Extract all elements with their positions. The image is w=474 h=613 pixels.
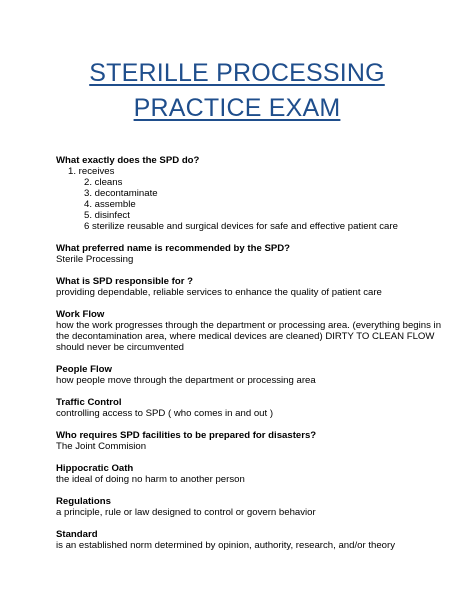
answer-text: providing dependable, reliable services to enhance the quality of patient care <box>56 287 382 298</box>
question-text: Regulations <box>56 496 111 507</box>
question-text: What is SPD responsible for ? <box>56 276 193 287</box>
question-text: Traffic Control <box>56 397 122 408</box>
document-title-line-1: STERILLE PROCESSING <box>89 59 385 87</box>
document-title-line-2: PRACTICE EXAM <box>133 94 341 122</box>
qa-section-preferred-name <box>56 243 456 265</box>
qa-section-responsibility <box>56 276 456 298</box>
question-text: What preferred name is recommended by the SPD? <box>56 243 291 254</box>
question-text: Work Flow <box>56 309 105 320</box>
answer-text: The Joint Commision <box>56 441 147 452</box>
list-item: 2. cleans <box>84 177 123 188</box>
qa-section-people-flow <box>56 364 456 386</box>
question-text: Hippocratic Oath <box>56 463 134 474</box>
list-item: 4. assemble <box>84 199 136 210</box>
document-content <box>56 155 456 562</box>
list-item: 3. decontaminate <box>84 188 158 199</box>
qa-section-regulations <box>56 496 456 518</box>
qa-section-spd-role <box>56 155 456 232</box>
answer-text: how the work progresses through the department or processing area. (everything begins in the decontamination area, where medical devices are cleaned) DIRTY TO CLEAN FLOW should never be circumvented <box>56 320 442 353</box>
question-text: People Flow <box>56 364 112 375</box>
answer-text: the ideal of doing no harm to another person <box>56 474 245 485</box>
question-text: What exactly does the SPD do? <box>56 155 200 166</box>
qa-section-traffic-control <box>56 397 456 419</box>
answer-text: is an established norm determined by opinion, authority, research, and/or theory <box>56 540 395 551</box>
answer-text: Sterile Processing <box>56 254 134 265</box>
qa-section-hippocratic-oath <box>56 463 456 485</box>
list-item: 6 sterilize reusable and surgical devices for safe and effective patient care <box>84 221 398 232</box>
qa-section-disasters <box>56 430 456 452</box>
question-text: Standard <box>56 529 98 540</box>
list-item: 5. disinfect <box>84 210 130 221</box>
qa-section-work-flow <box>56 309 456 353</box>
qa-section-standard <box>56 529 456 551</box>
answer-text: a principle, rule or law designed to control or govern behavior <box>56 507 316 518</box>
list-item: 1. receives <box>68 166 115 177</box>
answer-text: controlling access to SPD ( who comes in and out ) <box>56 408 274 419</box>
answer-list <box>56 166 456 232</box>
answer-text: how people move through the department or processing area <box>56 375 316 386</box>
question-text: Who requires SPD facilities to be prepared for disasters? <box>56 430 317 441</box>
